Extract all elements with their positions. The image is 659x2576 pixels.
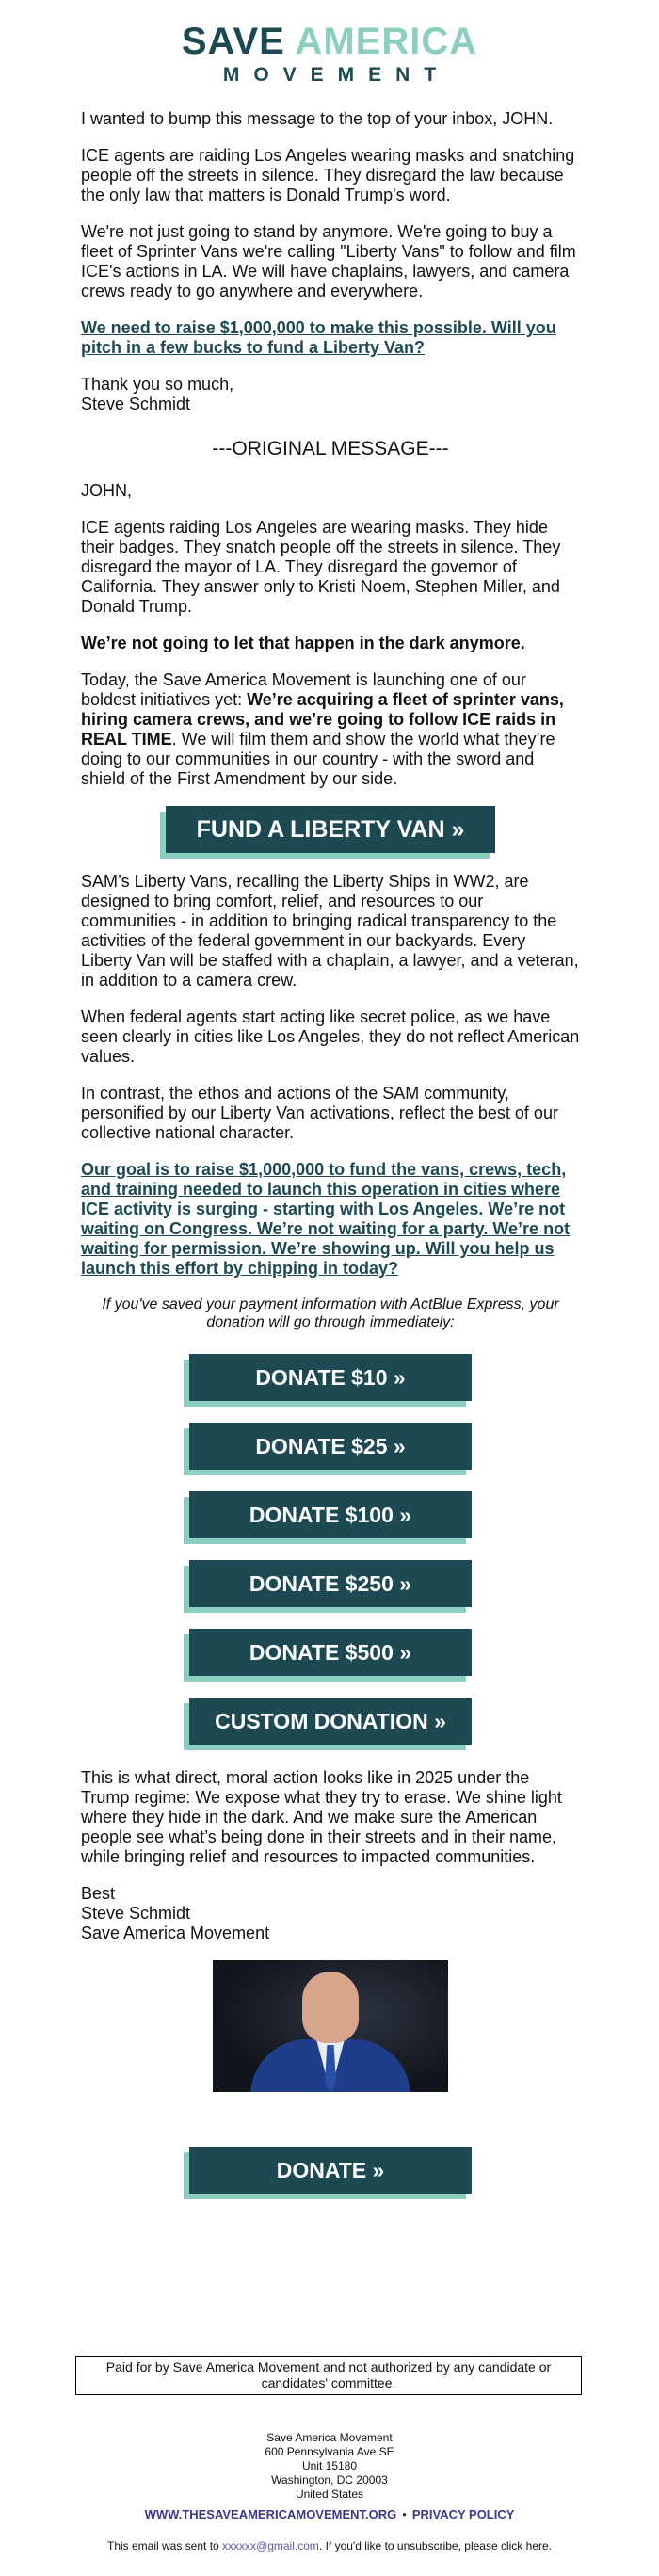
donate-500-button[interactable]: DONATE $500 »	[189, 1629, 472, 1676]
intro-paragraph-2: ICE agents are raiding Los Angeles wearing masks and snatching people off the streets in silence. They disregard the law because the only law that matters is Donald Trump's word.	[81, 146, 575, 204]
p3-tail: . We will film them and show the world what they’re doing to our communities in our country - with the sword and shield of the First Amendment by our side.	[81, 730, 555, 788]
closing-name: Steve Schmidt	[81, 1904, 191, 1923]
closing-paragraph: This is what direct, moral action looks like in 2025 under the Trump regime: We expose what they try to erase. We shine light where they hide in the dark. And we make sure the American people see what’s being done in their streets and in their name, while bringing relief and resources to impacted communities.	[81, 1768, 562, 1866]
logo-america: AMERICA	[284, 21, 478, 62]
signature: Steve Schmidt	[81, 394, 191, 413]
logo-save: SAVE	[181, 21, 285, 62]
logo[interactable]	[0, 21, 659, 87]
privacy-policy-link[interactable]: PRIVACY POLICY	[411, 2507, 515, 2521]
donate-250-button[interactable]: DONATE $250 »	[189, 1560, 472, 1607]
closing-signature	[81, 1884, 580, 1943]
unsub-lead: This email was sent to	[106, 2539, 223, 2552]
p3-bold: We’re acquiring a fleet of sprinter vans, hiring camera crews, and we’re going to follow ICE raids in REAL TIME	[81, 690, 564, 749]
unsubscribe-line	[0, 2539, 659, 2552]
original-paragraph-5: When federal agents start acting like secret police, as we have seen clearly in cities like Los Angeles, they do not reflect American values.	[81, 1007, 580, 1066]
recipient-email: xxxxxx@gmail.com	[222, 2539, 319, 2552]
closing-org: Save America Movement	[81, 1924, 270, 1942]
paid-for-disclaimer: Paid for by Save America Movement and not authorized by any candidate or candidates' committee.	[75, 2356, 582, 2395]
photo-head	[302, 1972, 359, 2043]
intro-paragraph-3: We're not just going to stand by anymore. We're going to buy a fleet of Sprinter Vans we're calling "Liberty Vans" to follow and film ICE's actions in LA. We will have chaplains, lawyers, and camera crews ready to go anywhere and everywhere.	[81, 222, 576, 300]
donate-25-button[interactable]: DONATE $25 »	[189, 1423, 472, 1470]
intro-signoff	[81, 375, 580, 414]
unsubscribe-link[interactable]: . If you'd like to unsubscribe, please click here.	[318, 2539, 552, 2552]
donate-button[interactable]: DONATE »	[189, 2147, 472, 2194]
address-line: Save America Movement	[266, 2431, 393, 2444]
footer-links	[0, 2507, 659, 2521]
address-line: Washington, DC 20003	[271, 2473, 388, 2487]
original-message-heading: ---ORIGINAL MESSAGE---	[212, 438, 449, 459]
mailing-address	[0, 2431, 659, 2502]
greeting: JOHN,	[81, 481, 132, 500]
website-link[interactable]: WWW.THESAVEAMERICAMOVEMENT.ORG	[144, 2507, 397, 2521]
donate-10-button[interactable]: DONATE $10 »	[189, 1354, 472, 1401]
intro-donate-link[interactable]: We need to raise $1,000,000 to make this possible. Will you pitch in a few bucks to fund a Liberty Van?	[81, 318, 556, 357]
best-text: Best	[81, 1884, 116, 1903]
donate-100-button[interactable]: DONATE $100 »	[189, 1491, 472, 1538]
custom-donation-button[interactable]: CUSTOM DONATION »	[189, 1698, 472, 1745]
fund-liberty-van-button[interactable]: FUND A LIBERTY VAN »	[166, 806, 495, 853]
original-paragraph-3	[81, 670, 580, 789]
logo-wordmark	[0, 21, 659, 62]
email-body	[81, 109, 580, 2215]
actblue-express-note: If you've saved your payment information with ActBlue Express, your donation will go through immediately:	[102, 1296, 559, 1330]
thanks-text: Thank you so much,	[81, 375, 234, 394]
address-line: Unit 15180	[301, 2459, 358, 2472]
original-paragraph-2: We’re not going to let that happen in the dark anymore.	[81, 634, 525, 652]
intro-paragraph-1: I wanted to bump this message to the top of your inbox, JOHN.	[81, 109, 554, 128]
link-separator: •	[402, 2507, 407, 2521]
steve-schmidt-photo	[213, 1960, 448, 2092]
address-line: 600 Pennsylvania Ave SE	[265, 2445, 394, 2458]
p3-lead: Today, the Save America Movement is launching one of our boldest initiatives yet:	[81, 670, 526, 709]
address-line: United States	[295, 2487, 364, 2501]
original-paragraph-4: SAM’s Liberty Vans, recalling the Liberty Ships in WW2, are designed to bring comfort, relief, and resources to our communities - in addition to bringing radical transparency to the activities of the federal government in our backyards. Every Liberty Van will be staffed with a chaplain, a lawyer, and a veteran, in addition to a camera crew.	[81, 872, 579, 990]
original-paragraph-6: In contrast, the ethos and actions of the SAM community, personified by our Liberty Van activations, reflect the best of our collective national character.	[81, 1084, 558, 1142]
logo-movement: MOVEMENT	[222, 64, 451, 86]
goal-donate-link[interactable]: Our goal is to raise $1,000,000 to fund the vans, crews, tech, and training needed to launch this operation in cities where ICE activity is surging - starting with Los Angeles. We’re not waiting on Congress. We’re not waiting for a party. We’re not waiting for permission. We’re showing up. Will you help us launch this effort by chipping in today?	[81, 1160, 571, 1278]
original-paragraph-1: ICE agents raiding Los Angeles are wearing masks. They hide their badges. They snatch people off the streets in silence. They disregard the mayor of LA. They disregard the governor of California. They answer only to Kristi Noem, Stephen Miller, and Donald Trump.	[81, 518, 561, 616]
